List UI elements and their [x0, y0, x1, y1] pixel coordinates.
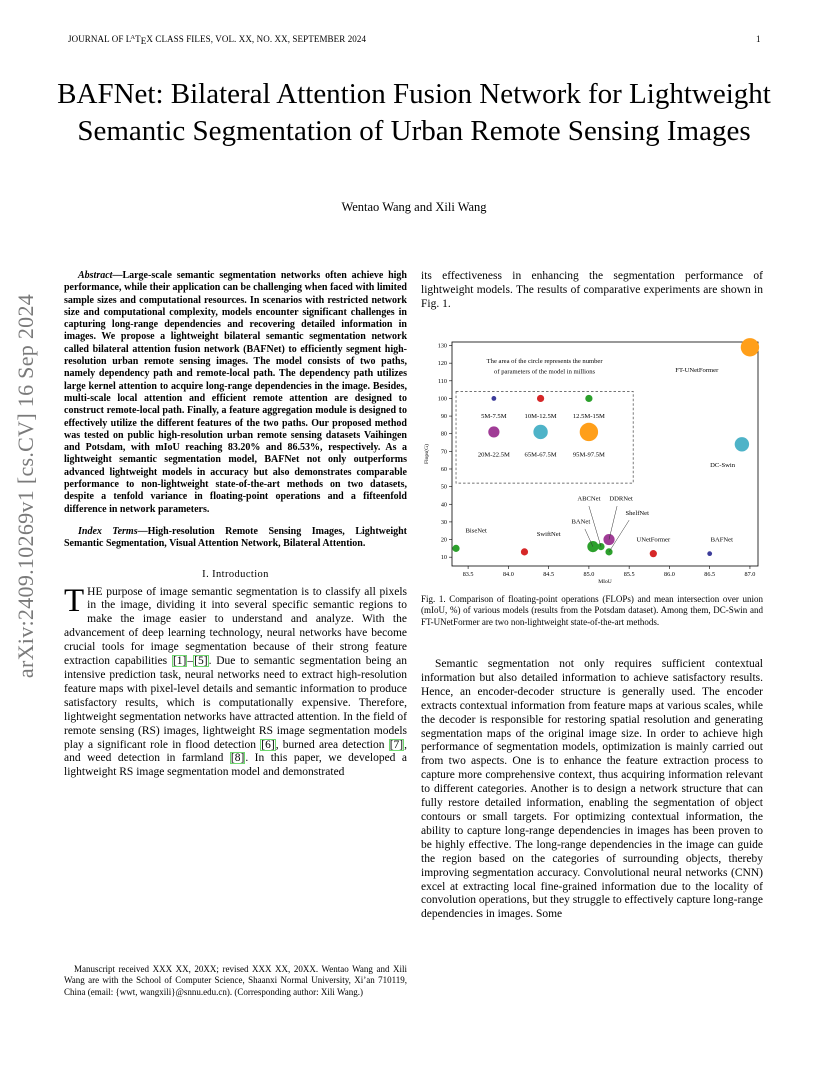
y-tick-label: 130 [437, 342, 447, 350]
x-tick-label: 84.5 [543, 571, 555, 578]
y-tick-label: 20 [440, 536, 447, 544]
point-label: BAFNet [710, 536, 733, 544]
section-heading: I. Introduction [202, 568, 269, 580]
data-point [603, 534, 614, 545]
right-column-top [421, 270, 763, 312]
data-point [741, 338, 759, 356]
legend-marker [580, 423, 598, 441]
x-tick-label: 84.0 [502, 571, 514, 578]
x-tick-label: 86.0 [664, 571, 675, 578]
legend-item-label: 12.5M-15M [572, 412, 605, 420]
leader-line [589, 506, 601, 547]
y-tick-label: 110 [437, 377, 447, 385]
y-tick-label: 90 [440, 413, 447, 421]
data-point [650, 550, 657, 557]
intro-paragraph: THE purpose of image semantic segmentation is to classify all pixels in the image, dividing it into several specific semantic regions to make the image easier to understand and analyze. With the advancement of deep learning technology, neural networks have become crucial tools for image segmentation because of their strong feature extraction capabilities [1]–[5]. Due to semantic segmentation being an intensive prediction task, neural networks need to extract high-resolution feature maps with pixel-level details and semantic information to produce satisfactory results, which is computationally expensive. Therefore, lightweight segmentation networks have attracted attention. In the field of remote sensing (RS) images, lightweight RS image segmentation models play a significant role in flood detection [6], burned area detection [7], and weed detection in farmland [8]. In this paper, we developed a lightweight RS image segmentation model and demonstrated [64, 582, 408, 779]
point-label: BANet [571, 518, 591, 526]
y-tick-label: 60 [440, 465, 447, 473]
x-tick-label: 85.0 [583, 571, 595, 578]
leader-line [609, 506, 617, 540]
legend-title: of parameters of the model in millions [494, 368, 596, 376]
running-header: JOURNAL OF $L^ATEX$ CLASS FILES, VOL. XX, NO. XX, SEPTEMBER 2024 [68, 34, 367, 46]
point-label: DDRNet [609, 495, 633, 503]
citation-link[interactable]: [1] [172, 655, 187, 668]
footnote: Manuscript received XXX XX, 20XX; revised XXX XX, 20XX. Wentao Wang and Xili Wang are with the School of Computer Science, Shaanxi Normal University, Xi’an 710119, China (email: {wwt, wangxili}@snnu.edu.cn). (Corresponding author: Xili Wang.) [64, 964, 407, 997]
y-tick-label: 70 [440, 448, 447, 456]
citation-link[interactable]: [5] [194, 655, 208, 668]
legend-item-label: 10M-12.5M [524, 412, 557, 420]
arxiv-watermark [6, 286, 46, 686]
figure-caption: Fig. 1. Comparison of floating-point operations (FLOPs) and mean intersection over union (mIoU, %) of various models (results from the Potsdam dataset). Among them, DC-Swin and FT-UNetFormer are two non-lightweight state-of-the-art methods. [421, 594, 763, 627]
x-tick-label: 83.5 [462, 571, 474, 578]
y-tick-label: 30 [440, 518, 447, 526]
left-column [64, 270, 407, 780]
y-tick-label: 100 [437, 395, 447, 403]
point-label: SwiftNet [536, 531, 561, 539]
data-point [707, 551, 712, 556]
abstract [64, 270, 407, 516]
abstract-text: —Large-scale semantic segmentation networks often achieve high performance, while their application can be challenging when faced with limited sample sizes and computational resources. In scenarios with restricted network size and computational complexity, models encounter significant challenges in capturing long-range dependencies and recovering detailed information in images. We propose a lightweight bilateral semantic segmentation network called bilateral attention fusion network (BAFNet) to efficiently segment high-resolution urban remote sensing images. The model consists of two paths, namely dependency path and remote-local path. The dependency path utilizes large kernel attention to acquire long-range dependencies in the image. Besides, multi-scale local attention and efficient remote attention are designed to construct remote-local path. Finally, a feature aggregation module is designed to effectively utilize the different features of the two paths. Our proposed method was tested on public high-resolution urban remote sensing datasets Vaihingen and Potsdam, with mIoU reaching 83.20% and 86.53%, respectively. As a lightweight semantic segmentation model, BAFNet not only outperforms advanced lightweight models in accuracy but also demonstrates comparable performance to non-lightweight state-of-the-art methods on two datasets, despite a tenfold variance in floating-point operations and a fifteenfold difference in network parameters. [64, 270, 407, 515]
y-tick-label: 120 [437, 360, 447, 368]
scatter-chart [422, 338, 764, 583]
data-point [521, 548, 528, 555]
legend-marker [488, 426, 499, 437]
right-top-paragraph: its effectiveness in enhancing the segmentation performance of lightweight models. The results of comparative experiments are shown in Fig. 1. [421, 270, 763, 310]
legend-title: The area of the circle represents the number [486, 358, 603, 366]
point-label: DC-Swin [710, 462, 736, 470]
data-point [452, 545, 459, 552]
x-axis-label: MIoU [598, 579, 612, 583]
drop-cap: T [64, 582, 85, 619]
index-terms [64, 526, 407, 551]
x-tick-label: 85.5 [623, 571, 635, 578]
y-tick-label: 40 [440, 501, 447, 509]
index-terms-label: Index Terms [78, 525, 138, 537]
legend-marker [537, 395, 544, 402]
legend-marker [491, 396, 496, 401]
y-tick-label: 50 [440, 483, 447, 491]
point-label: UNetFormer [636, 536, 671, 544]
right-body-paragraph: Semantic segmentation not only requires sufficient contextual information but also detailed information to achieve satisfactory results. Hence, an encoder-decoder structure is generally used. The encoder extracts contextual information from feature maps at various scales, while the decoder is responsible for restoring spatial resolution and generating segmentation maps of the original image size. In order to achieve high performance of segmentation models, optimization is mainly carried out from two aspects. One is to enhance the feature extraction process to capture more comprehensive context, thus acquiring information relevant to different categories. Another is to design a network structure that can fully restore detailed information, enabling the segmentation of object contours or small targets. For optimizing contextual information, the ability to capture long-range dependencies in images has been proven to be highly effective. The long-range dependencies in the image can guide the region based on the categories of surrounding objects, thereby improving segmentation accuracy. Convolutional neural networks (CNN) excel at extracting local fine-grained information due to the locality of convolution operations, but they struggle to effectively capture long-range dependencies in images. Some [421, 658, 763, 921]
y-axis-label: Flops(G) [424, 444, 430, 464]
abstract-label: Abstract [78, 270, 113, 281]
point-label: BiseNet [465, 527, 487, 535]
y-tick-label: 10 [440, 554, 447, 562]
authors: Wentao Wang and Xili Wang [341, 200, 487, 214]
citation-link[interactable]: [7] [389, 738, 404, 751]
figure-1 [422, 338, 764, 583]
legend-marker [585, 395, 592, 402]
citation-link[interactable]: [8] [230, 752, 245, 765]
x-tick-label: 86.5 [704, 571, 716, 578]
x-tick-label: 87.0 [744, 571, 756, 578]
index-terms-text: —High-resolution Remote Sensing Images, Lightweight Semantic Segmentation, Visual Attention Network, Bilateral Attention. [64, 525, 407, 550]
legend-item-label: 65M-67.5M [524, 451, 557, 459]
arxiv-id: arXiv:2409.10269v1 [cs.CV] 16 Sep 2024 [13, 293, 38, 679]
legend-item-label: 95M-97.5M [572, 451, 605, 459]
data-point [735, 437, 749, 451]
page-number: 1 [756, 34, 761, 44]
legend-item-label: 20M-22.5M [477, 451, 510, 459]
citation-link[interactable]: [6] [261, 738, 275, 751]
legend-marker [533, 425, 547, 439]
point-label: ABCNet [577, 495, 601, 503]
point-label: FT-UNetFormer [675, 366, 719, 374]
point-label: ShelfNet [625, 509, 649, 517]
legend-item-label: 5M-7.5M [481, 412, 507, 420]
y-tick-label: 80 [440, 430, 447, 438]
paper-title: BAFNet: Bilateral Attention Fusion Network for Lightweight Semantic Segmentation of Urban Remote Sensing Images [57, 78, 771, 147]
